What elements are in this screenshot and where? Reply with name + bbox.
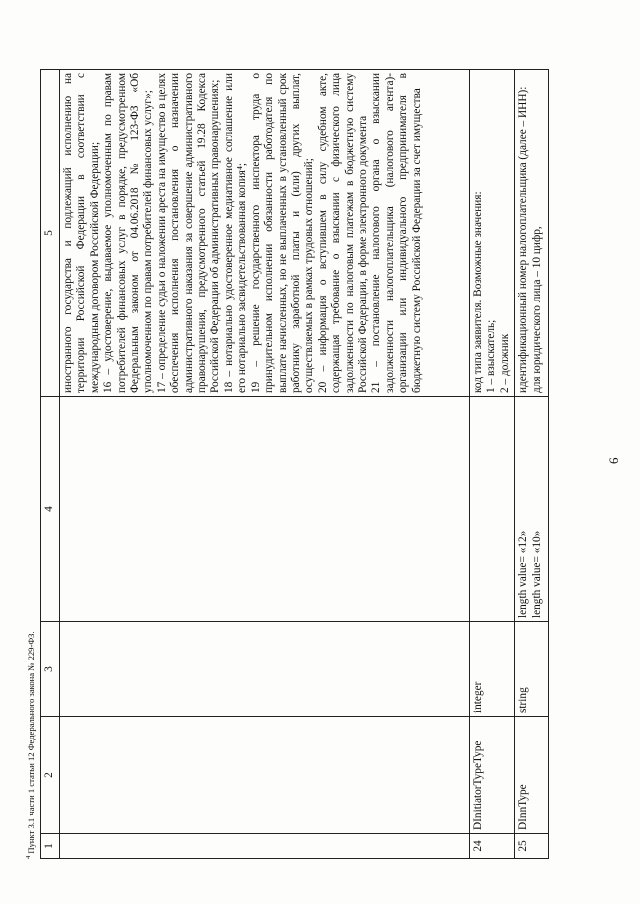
table-row <box>470 70 515 859</box>
description-cell: иностранного государства и подлежащий исполнению на территории Российской Федерации в соответствии с международным договором Российской Федерации; 16 – удостоверение, выдаваемое уполномоченным по правам потребителей финансовых услуг в порядке, предусмотренном Федеральным законом от 04.06.2018 № 123-ФЗ «Об уполномоченном по правам потребителей финансовых услуг»; 17 – определение судьи о наложении ареста на имущество в целях обеспечения исполнения постановления о назначении административного наказания за совершение административного правонарушения, предусмотренного статьей 19.28 Кодекса Российской Федерации об административных правонарушениях; 18 – нотариально удостоверенное медиативное соглашение или его нотариально засвидетельствованная копия⁴; 19 – решение государственного инспектора труда о принудительном исполнении обязанности работодателя по выплате начисленных, но не выплаченных в установленный срок работнику заработной платы и (или) других выплат, осуществляемых в рамках трудовых отношений; 20 – информация о вступившем в силу судебном акте, содержащая требование о взыскании с физического лица задолженности по налоговым платежам в бюджетную систему Российской Федерации, в форме электронного документа 21 – постановление налогового органа о взыскании задолженности налогоплательщика (налогового агента)-организации или индивидуального предпринимателя в бюджетную систему Российской Федерации за счет имущества <box>60 70 470 397</box>
base-type-cell: string <box>515 622 549 717</box>
description-cell: код типа заявителя. Возможные значения: 1 – взыскатель; 2 – должник <box>470 70 515 397</box>
row-number-cell <box>60 834 470 859</box>
type-name-cell <box>60 717 470 834</box>
header-col-3: 3 <box>41 622 60 717</box>
type-name-cell: DInitiatorTypeType <box>470 717 515 834</box>
table-row <box>515 70 549 859</box>
footnote-text: Пункт 3.1 части 1 статьи 12 Федерального закона № 229-ФЗ. <box>25 631 36 854</box>
base-type-cell <box>60 622 470 717</box>
header-row <box>41 70 60 859</box>
page-number: 6 <box>606 457 621 464</box>
row-number-cell: 25 <box>515 834 549 859</box>
footnote <box>24 631 36 859</box>
constraint-cell <box>60 397 470 622</box>
footnote-mark: 4 <box>25 855 32 859</box>
constraint-cell <box>470 397 515 622</box>
header-col-4: 4 <box>41 397 60 622</box>
table-row <box>60 70 470 859</box>
header-col-1: 1 <box>41 834 60 859</box>
header-col-5: 5 <box>41 70 60 397</box>
base-type-cell: integer <box>470 622 515 717</box>
type-name-cell: DInnType <box>515 717 549 834</box>
rotated-sheet <box>20 24 620 884</box>
row-number-cell: 24 <box>470 834 515 859</box>
description-cell: идентификационный номер налогоплательщика (далее – ИНН): для юридического лица – 10 цифр, <box>515 70 549 397</box>
constraint-cell: length value= «12» length value= «10» <box>515 397 549 622</box>
header-col-2: 2 <box>41 717 60 834</box>
spec-table <box>40 69 549 859</box>
